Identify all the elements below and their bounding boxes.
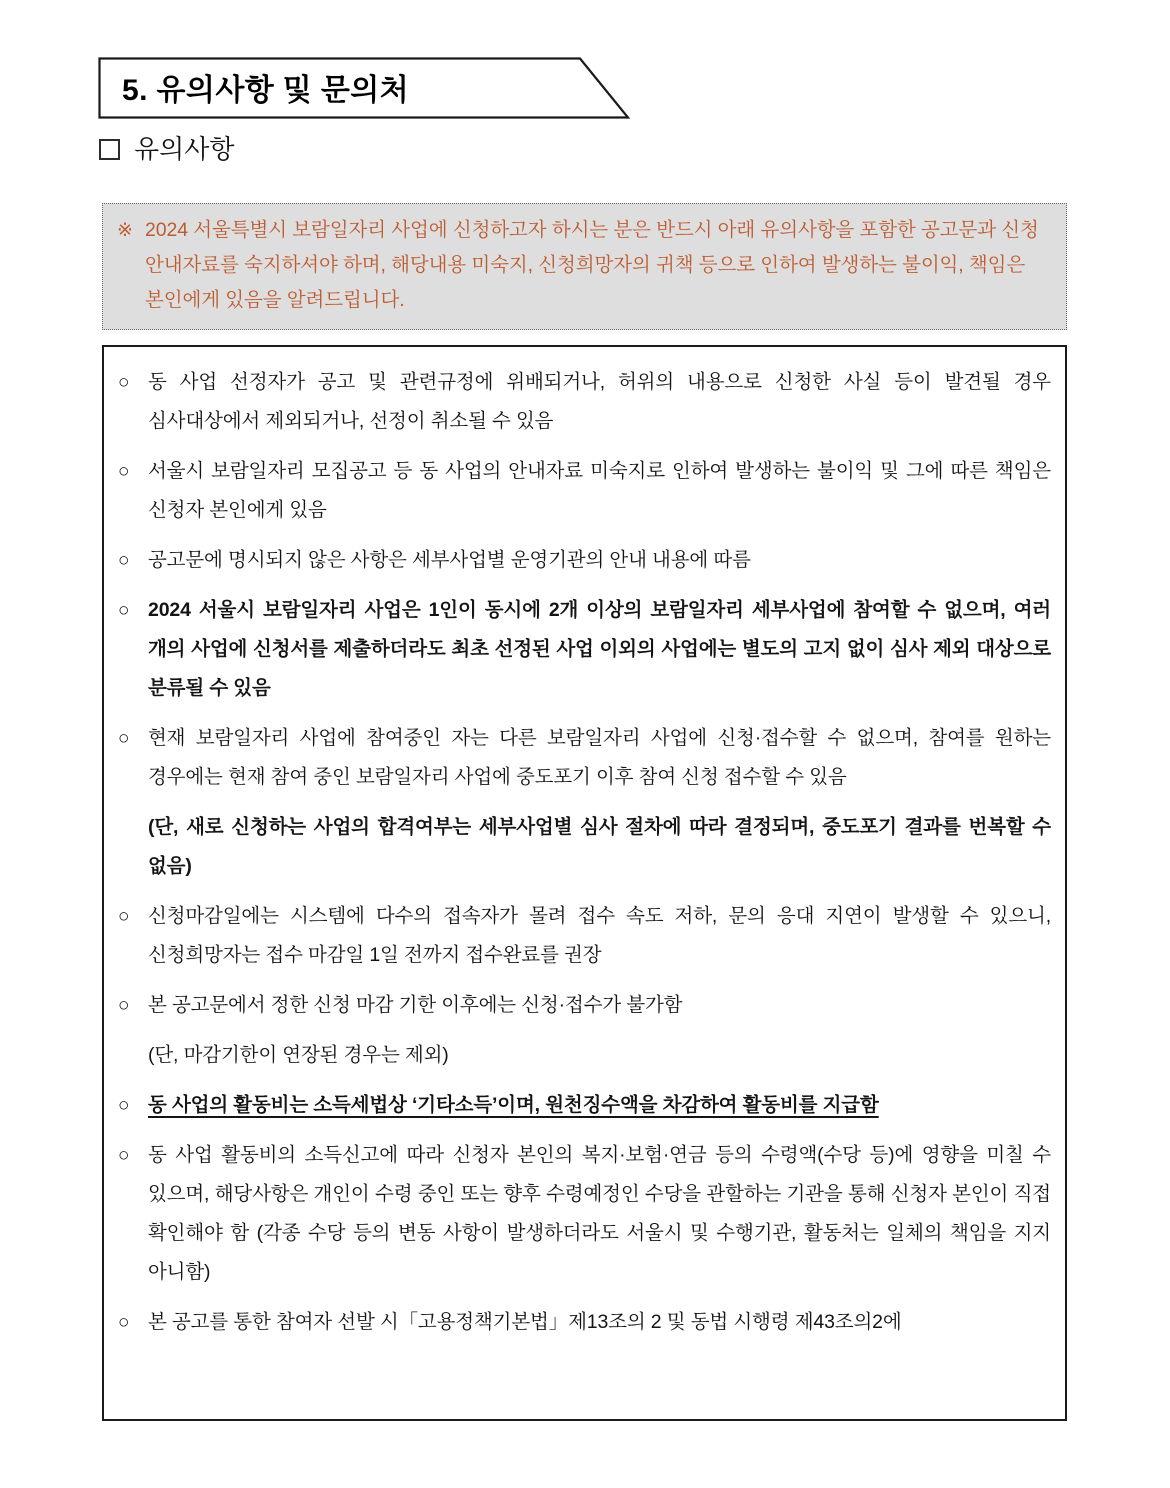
notes-list bbox=[118, 363, 1051, 1342]
list-item-text: (단, 새로 신청하는 사업의 합격여부는 세부사업별 심사 절차에 따라 결정되며, 중도포기 결과를 번복할 수 없음) bbox=[148, 816, 1051, 877]
list-item bbox=[118, 808, 1051, 886]
circle-bullet-icon: ○ bbox=[118, 461, 130, 482]
list-item bbox=[118, 1136, 1051, 1292]
circle-bullet-icon: ○ bbox=[118, 550, 130, 571]
circle-bullet-icon: ○ bbox=[118, 1312, 130, 1333]
list-item bbox=[118, 897, 1051, 975]
circle-bullet-icon: ○ bbox=[118, 372, 130, 393]
list-item bbox=[118, 719, 1051, 797]
list-item bbox=[118, 363, 1051, 441]
notice-callout bbox=[102, 203, 1067, 330]
list-item bbox=[118, 1303, 1051, 1342]
list-item-text: 현재 보람일자리 사업에 참여중인 자는 다른 보람일자리 사업에 신청·접수할 수 없으며, 참여를 원하는 경우에는 현재 참여 중인 보람일자리 사업에 중도포기 이후 참여 신청 접수할 수 있음 bbox=[148, 727, 1051, 788]
reference-mark-icon: ※ bbox=[117, 220, 133, 241]
list-item-text: 동 사업 선정자가 공고 및 관련규정에 위배되거나, 허위의 내용으로 신청한 사실 등이 발견될 경우 심사대상에서 제외되거나, 선정이 취소될 수 있음 bbox=[148, 371, 1051, 432]
list-item-text: 본 공고를 통한 참여자 선발 시「고용정책기본법」제13조의 2 및 동법 시행령 제43조의2에 bbox=[148, 1311, 902, 1333]
list-item bbox=[118, 591, 1051, 708]
notes-container bbox=[102, 345, 1067, 1421]
list-item-text: 본 공고문에서 정한 신청 마감 기한 이후에는 신청·접수가 불가함 bbox=[148, 994, 683, 1016]
list-item bbox=[118, 452, 1051, 530]
list-item-text: (단, 마감기한이 연장된 경우는 제외) bbox=[148, 1044, 449, 1066]
list-item-text: 동 사업 활동비의 소득신고에 따라 신청자 본인의 복지·보험·연금 등의 수령액(수당 등)에 영향을 미칠 수 있으며, 해당사항은 개인이 수령 중인 또는 향후 수령예정인 수당을 관할하는 기관을 통해 신청자 본인이 직접 확인해야 함 (각종 수당 등의 변동 사항이 발생하더라도 서울시 및 수행기관, 활동처는 일체의 책임을 지지 아니함) bbox=[148, 1144, 1051, 1283]
notice-text: 2024 서울특별시 보람일자리 사업에 신청하고자 하시는 분은 반드시 아래 유의사항을 포함한 공고문과 신청 안내자료를 숙지하셔야 하며, 해당내용 미숙지, 신청희망자의 귀책 등으로 인하여 발생하는 불이익, 책임은 본인에게 있음을 알려드립니다. bbox=[145, 219, 1039, 311]
list-item bbox=[118, 1036, 1051, 1075]
circle-bullet-icon: ○ bbox=[118, 728, 130, 749]
list-item-text: 서울시 보람일자리 모집공고 등 동 사업의 안내자료 미숙지로 인하여 발생하는 불이익 및 그에 따른 책임은 신청자 본인에게 있음 bbox=[148, 460, 1051, 521]
circle-bullet-icon: ○ bbox=[118, 995, 130, 1016]
square-outline-icon bbox=[99, 139, 120, 160]
section-banner bbox=[98, 57, 630, 119]
list-item-text: 동 사업의 활동비는 소득세법상 ‘기타소득’이며, 원천징수액을 차감하여 활동비를 지급함 bbox=[148, 1094, 879, 1116]
list-item bbox=[118, 986, 1051, 1025]
circle-bullet-icon: ○ bbox=[118, 906, 130, 927]
list-item-text: 2024 서울시 보람일자리 사업은 1인이 동시에 2개 이상의 보람일자리 세부사업에 참여할 수 없으며, 여러 개의 사업에 신청서를 제출하더라도 최초 선정된 사업 이외의 사업에는 별도의 고지 없이 심사 제외 대상으로 분류될 수 있음 bbox=[148, 599, 1051, 699]
subheading bbox=[99, 136, 234, 162]
circle-bullet-icon: ○ bbox=[118, 1095, 130, 1116]
list-item bbox=[118, 1086, 1051, 1125]
list-item-text: 공고문에 명시되지 않은 사항은 세부사업별 운영기관의 안내 내용에 따름 bbox=[148, 549, 751, 571]
page-title: 5. 유의사항 및 문의처 bbox=[122, 74, 410, 108]
list-item-text: 신청마감일에는 시스템에 다수의 접속자가 몰려 접수 속도 저하, 문의 응대 지연이 발생할 수 있으니, 신청희망자는 접수 마감일 1일 전까지 접수완료를 권장 bbox=[148, 905, 1051, 966]
subheading-label: 유의사항 bbox=[134, 134, 235, 164]
circle-bullet-icon: ○ bbox=[118, 1145, 130, 1166]
notice-text-wrapper bbox=[117, 213, 1052, 318]
circle-bullet-icon: ○ bbox=[118, 600, 130, 621]
list-item bbox=[118, 541, 1051, 580]
